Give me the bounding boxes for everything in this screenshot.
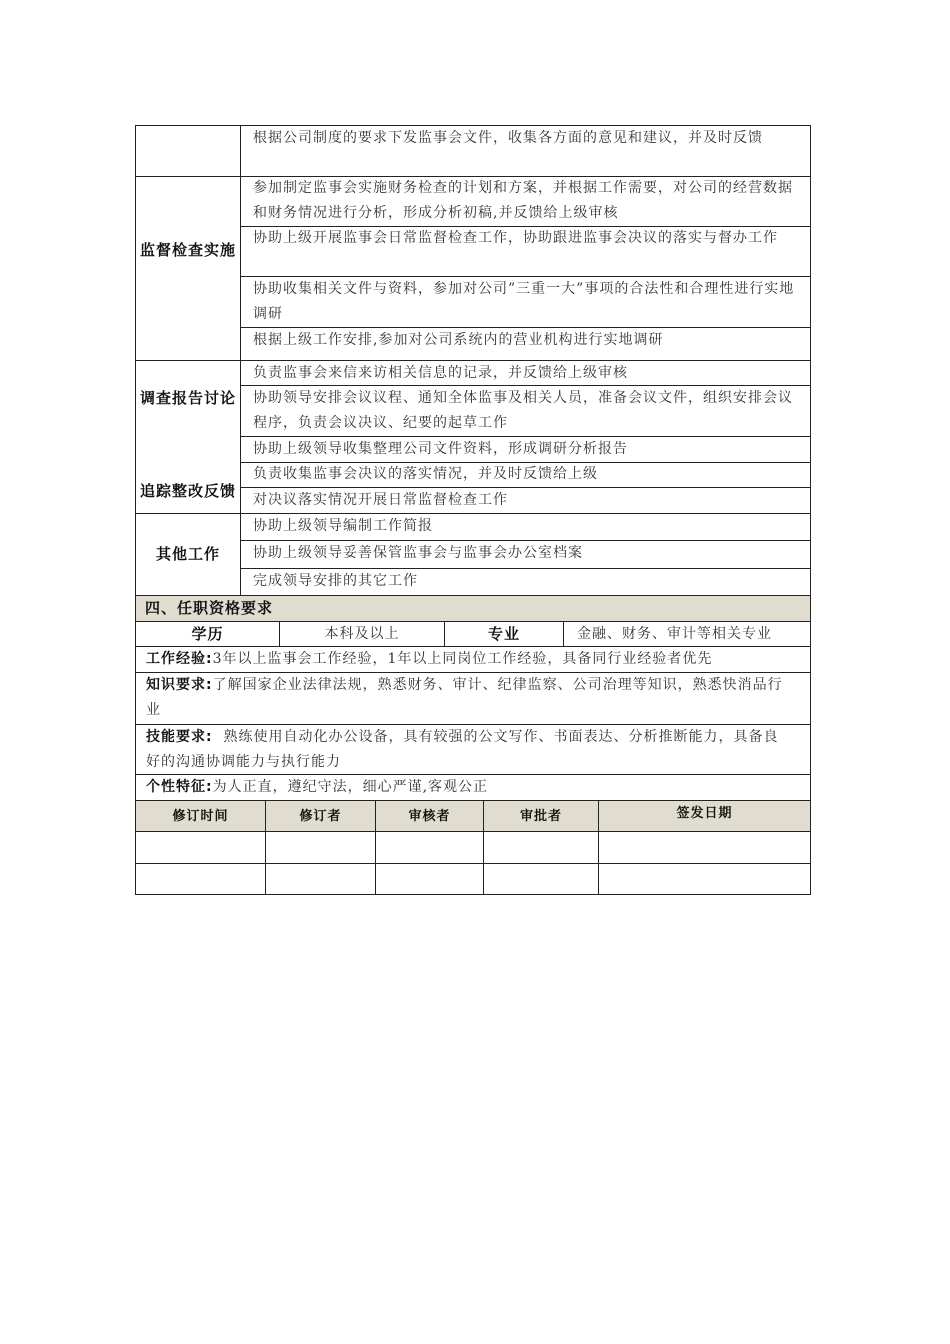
personality-row [136, 775, 810, 800]
category-track: 追踪整改反馈 [139, 481, 236, 500]
duty-item: 完成领导安排的其它工作 [253, 573, 418, 589]
duty-item: 协助领导安排会议议程、通知全体监事及相关人员，准备会议文件，组织安排会议程序，负责会议决议、纪要的起草工作 [253, 390, 793, 431]
duty-item: 协助上级领导收集整理公司文件资料，形成调研分析报告 [253, 441, 628, 457]
category-investigate: 调查报告讨论 [139, 388, 236, 407]
revision-header-time: 修订时间 [172, 809, 229, 824]
duty-item: 负责监事会来信来访相关信息的记录，并反馈给上级审核 [253, 365, 628, 381]
education-label: 学历 [191, 625, 224, 643]
revision-header-reviser: 修订者 [299, 809, 342, 824]
category-other: 其他工作 [155, 545, 220, 563]
skills-value: 熟练使用自动化办公设备，具有较强的公文写作、书面表达、分析推断能力，具备良好的沟通协调能力与执行能力 [146, 729, 779, 770]
major-value: 金融、财务、审计等相关专业 [577, 626, 772, 642]
major-label: 专业 [487, 625, 520, 643]
revision-header-approver: 审批者 [519, 809, 562, 824]
personality-label: 个性特征: [146, 779, 213, 795]
duty-item: 协助收集相关文件与资料，参加对公司”三重一大”事项的合法性和合理性进行实地调研 [253, 281, 795, 322]
duty-item: 负责收集监事会决议的落实情况，并及时反馈给上级 [253, 466, 598, 482]
experience-value: 3年以上监事会工作经验，1年以上同岗位工作经验，具备同行业经验者优先 [212, 651, 713, 667]
education-value: 本科及以上 [324, 626, 400, 642]
knowledge-value: 了解国家企业法律法规，熟悉财务、审计、纪律监察、公司治理等知识，熟悉快消品行业 [146, 677, 783, 718]
duty-item: 对决议落实情况开展日常监督检查工作 [253, 492, 508, 508]
duty-item: 协助上级领导妥善保管监事会与监事会办公室档案 [253, 545, 583, 561]
duty-item: 参加制定监事会实施财务检查的计划和方案，并根据工作需要，对公司的经营数据和财务情况进行分析，形成分析初稿,并反馈给上级审核 [253, 180, 793, 221]
skills-row [136, 725, 810, 775]
section-title: 四、任职资格要求 [145, 599, 274, 617]
duty-item: 协助上级开展监事会日常监督检查工作，协助跟进监事会决议的落实与督办工作 [253, 230, 778, 246]
revision-header-date: 签发日期 [676, 806, 733, 821]
experience-label: 工作经验: [146, 651, 213, 667]
revision-header-reviewer: 审核者 [408, 809, 451, 824]
personality-value: 为人正直，遵纪守法，细心严谨,客观公正 [212, 779, 489, 795]
duty-item: 协助上级领导编制工作简报 [253, 518, 433, 534]
skills-label: 技能要求: [146, 729, 213, 745]
category-supervise: 监督检查实施 [139, 240, 236, 259]
duty-item: 根据上级工作安排,参加对公司系统内的营业机构进行实地调研 [253, 332, 664, 348]
experience-row [136, 647, 810, 672]
knowledge-label: 知识要求: [146, 677, 213, 693]
knowledge-row [136, 673, 810, 723]
duty-item: 根据公司制度的要求下发监事会文件，收集各方面的意见和建议，并及时反馈 [253, 130, 763, 146]
